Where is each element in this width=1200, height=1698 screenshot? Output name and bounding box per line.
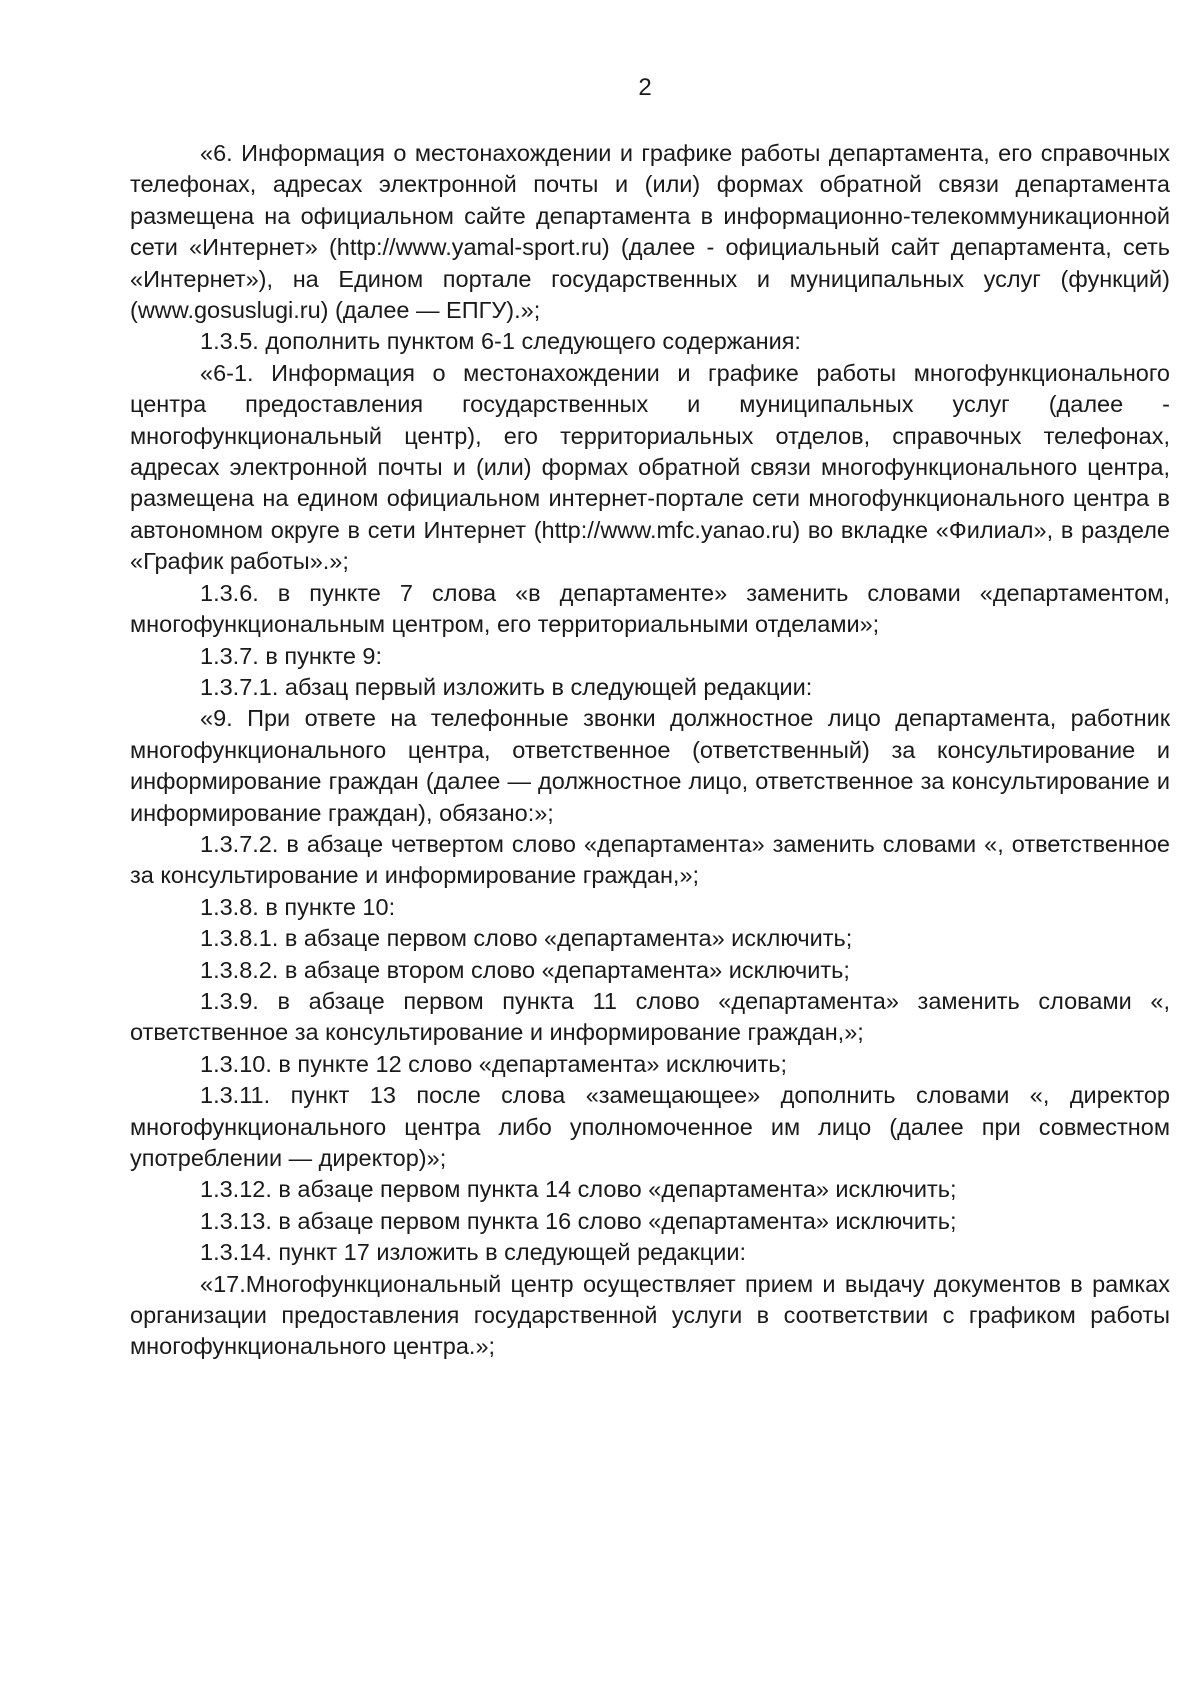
- page-number: 2: [638, 74, 652, 101]
- paragraph-1-3-6: 1.3.6. в пункте 7 слова «в департаменте» заменить словами «департаментом, многофункциональным центром, его территориальными отделами»;: [130, 579, 1170, 638]
- paragraph-item-17: «17.Многофункциональный центр осуществляет прием и выдачу документов в рамках организации предоставления государственной услуги в соответствии с графиком работы многофункционального центра.»;: [130, 1270, 1170, 1360]
- paragraph-1-3-8-2: 1.3.8.2. в абзаце втором слово «департамента» исключить;: [200, 956, 850, 983]
- paragraph-1-3-7-1: 1.3.7.1. абзац первый изложить в следующей редакции:: [200, 673, 813, 700]
- paragraph-1-3-7-2: 1.3.7.2. в абзаце четвертом слово «департамента» заменить словами «, ответственное за консультирование и информирование граждан,»;: [130, 830, 1170, 889]
- paragraph-item-6-1: «6-1. Информация о местонахождении и графике работы многофункционального центра предоставления государственных и муниципальных услуг (далее - многофункциональный центр), его территориальных отделов, справочных телефонах, адресах электронной почты и (или) формах обратной связи многофункционального центра, размещена на едином официальном интернет-портале сети многофункционального центра в автономном округе в сети Интернет (http://www.mfc.yanao.ru) во вкладке «Филиал», в разделе «График работы».»;: [130, 359, 1170, 575]
- paragraph-1-3-8: 1.3.8. в пункте 10:: [200, 893, 396, 920]
- paragraph-1-3-11: 1.3.11. пункт 13 после слова «замещающее» дополнить словами «, директор многофункционального центра либо уполномоченное им лицо (далее при совместном употреблении — директор)»;: [130, 1082, 1170, 1171]
- paragraph-1-3-5: 1.3.5. дополнить пунктом 6-1 следующего содержания:: [200, 328, 801, 355]
- paragraph-1-3-13: 1.3.13. в абзаце первом пункта 16 слово «департамента» исключить;: [200, 1207, 957, 1234]
- paragraph-item-9: «9. При ответе на телефонные звонки должностное лицо департамента, работник многофункционального центра, ответственное (ответственный) за консультирование и информирование граждан (далее — должностное лицо, ответственное за консультирование и информирование граждан), обязано:»;: [130, 705, 1170, 826]
- paragraph-1-3-9: 1.3.9. в абзаце первом пункта 11 слово «департамента» заменить словами «, ответственное за консультирование и информирование граждан,»;: [130, 987, 1170, 1046]
- paragraph-1-3-14: 1.3.14. пункт 17 изложить в следующей редакции:: [200, 1239, 746, 1266]
- paragraph-1-3-10: 1.3.10. в пункте 12 слово «департамента» исключить;: [200, 1050, 788, 1077]
- paragraph-item-6: «6. Информация о местонахождении и графике работы департамента, его справочных телефонах, адресах электронной почты и (или) формах обратной связи департамента размещена на официальном сайте департамента в информационно-телекоммуникационной сети «Интернет» (http://www.yamal-sport.ru) (далее - официальный сайт департамента, сеть «Интернет»), на Едином портале государственных и муниципальных услуг (функций) (www.gosuslugi.ru) (далее — ЕПГУ).»;: [130, 140, 1170, 324]
- paragraph-1-3-7: 1.3.7. в пункте 9:: [200, 642, 383, 669]
- paragraph-1-3-8-1: 1.3.8.1. в абзаце первом слово «департамента» исключить;: [200, 925, 853, 952]
- paragraph-1-3-12: 1.3.12. в абзаце первом пункта 14 слово «департамента» исключить;: [200, 1176, 957, 1203]
- document-body: [130, 138, 1170, 1363]
